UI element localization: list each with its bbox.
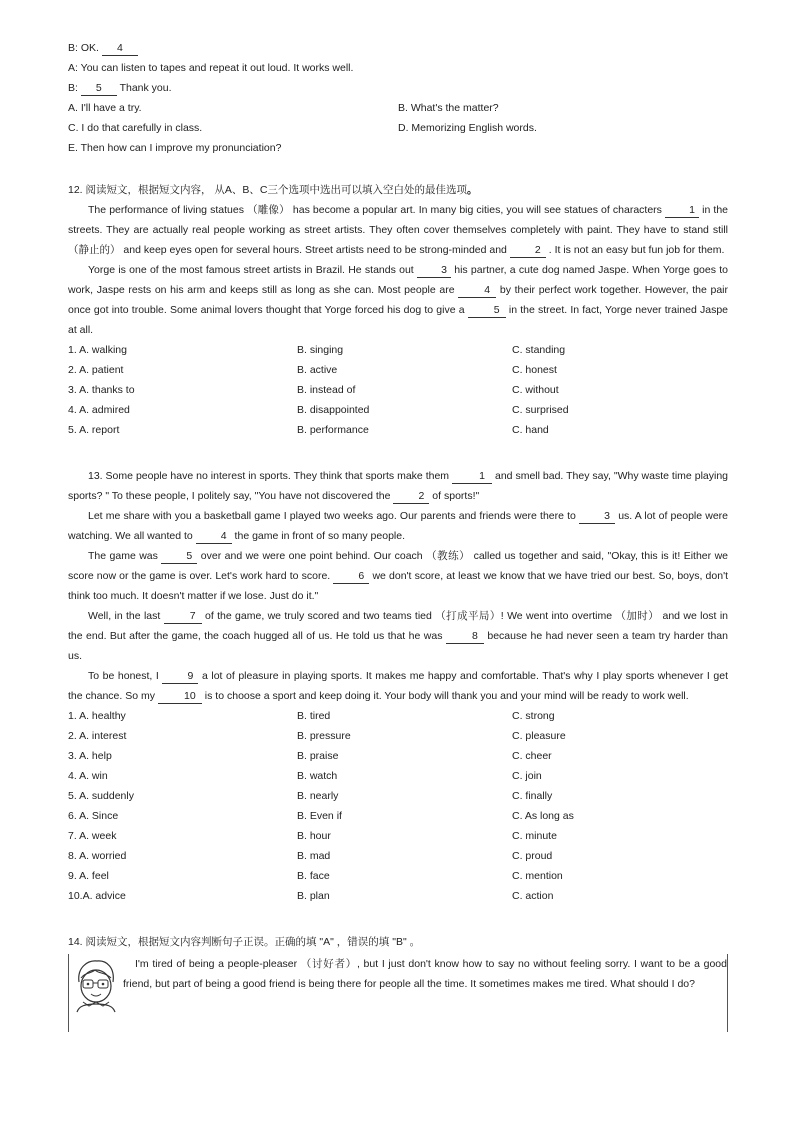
q13-choice-3c[interactable]: C. cheer	[512, 750, 552, 762]
dialog-line-b1: B: OK. 4	[68, 38, 728, 58]
q13-paragraph-3: The game was 5 over and we were one point behind. Our coach （教练） called us together and said, "Okay, this is it! Either we score now or the game is over. Let's work hard to score. 6 we don't score, at least we know that we have tried our best. So, boys, don't think too much. It doesn't matter if we lose. Just do it."	[68, 550, 728, 602]
q13-choice-5b[interactable]: B. nearly	[297, 790, 339, 802]
q13-choice-1a[interactable]: 1. A. healthy	[68, 710, 126, 722]
q13-blank-10[interactable]: 10	[158, 689, 202, 704]
blank-5[interactable]: 5	[81, 81, 117, 96]
q13-choice-10b[interactable]: B. plan	[297, 890, 330, 902]
cartoon-face-icon	[71, 956, 119, 1014]
q12-choice-5c[interactable]: C. hand	[512, 424, 549, 436]
q13-blank-7[interactable]: 7	[164, 609, 202, 624]
q13-choice-7a[interactable]: 7. A. week	[68, 830, 117, 842]
q13-choice-10a[interactable]: 10.A. advice	[68, 890, 126, 902]
q12-choice-2a[interactable]: 2. A. patient	[68, 364, 124, 376]
q13-choice-3a[interactable]: 3. A. help	[68, 750, 112, 762]
q13-choice-6b[interactable]: B. Even if	[297, 810, 342, 822]
q13-choice-4c[interactable]: C. join	[512, 770, 542, 782]
q12-choice-3c[interactable]: C. without	[512, 384, 559, 396]
q13-choices	[68, 706, 728, 906]
q13-blank-3[interactable]: 3	[579, 509, 615, 524]
q13-paragraph-2: Let me share with you a basketball game I played two weeks ago. Our parents and friends were there to 3 us. A lot of people were watching. We all wanted to 4 the game in front of so many people.	[68, 510, 728, 542]
q12-choice-1a[interactable]: 1. A. walking	[68, 344, 127, 356]
q13-blank-9[interactable]: 9	[162, 669, 198, 684]
q13-blank-6[interactable]: 6	[333, 569, 369, 584]
option-a[interactable]: A. I'll have a try.	[68, 102, 142, 114]
q12-blank-4[interactable]: 4	[458, 283, 496, 298]
q12-blank-2[interactable]: 2	[510, 243, 546, 258]
q13-choice-1b[interactable]: B. tired	[297, 710, 331, 722]
option-e[interactable]: E. Then how can I improve my pronunciation?	[68, 142, 282, 154]
worksheet-page	[68, 38, 728, 1032]
q12-paragraph-1: The performance of living statues （雕像） has become a popular art. In many big cities, you will see statues of characters 1 in the streets. They are actually real people working as street artists. They often cover themselves completely with paint. They have to stand still （静止的） and keep eyes open for several hours. Street artists need to be strong-minded and 2 . It is not an easy but fun job for them.	[68, 204, 728, 256]
q13-paragraph-4: Well, in the last 7 of the game, we truly scored and two teams tied （打成平局）! We went into overtime （加时） and we lost in the end. But after the game, the coach hugged all of us. He told us that he was 8 because he had never seen a team try harder than us.	[68, 610, 728, 662]
q12-choices	[68, 340, 728, 440]
q12-choice-4b[interactable]: B. disappointed	[297, 404, 370, 416]
q12-choice-2c[interactable]: C. honest	[512, 364, 557, 376]
dialog-options	[68, 98, 728, 158]
q13-choice-9c[interactable]: C. mention	[512, 870, 563, 882]
q12-choice-1c[interactable]: C. standing	[512, 344, 566, 356]
q13-choice-4a[interactable]: 4. A. win	[68, 770, 108, 782]
q12-choice-3a[interactable]: 3. A. thanks to	[68, 384, 135, 396]
option-d[interactable]: D. Memorizing English words.	[398, 122, 537, 134]
q12-choice-5a[interactable]: 5. A. report	[68, 424, 120, 436]
q13-blank-2[interactable]: 2	[393, 489, 429, 504]
q12-choice-5b[interactable]: B. performance	[297, 424, 369, 436]
q13-choice-7c[interactable]: C. minute	[512, 830, 557, 842]
q13-choice-2a[interactable]: 2. A. interest	[68, 730, 127, 742]
q13-choice-9a[interactable]: 9. A. feel	[68, 870, 109, 882]
option-b[interactable]: B. What's the matter?	[398, 102, 499, 114]
q13-blank-1[interactable]: 1	[452, 469, 492, 484]
q13-choice-2c[interactable]: C. pleasure	[512, 730, 566, 742]
q13-choice-6a[interactable]: 6. A. Since	[68, 810, 119, 822]
q12-choice-1b[interactable]: B. singing	[297, 344, 344, 356]
q14-heading: 14. 阅读短文，根据短文内容判断句子正误。正确的填 "A" ，错误的填 "B" 。	[68, 936, 421, 948]
q13-choice-3b[interactable]: B. praise	[297, 750, 339, 762]
q13-choice-5c[interactable]: C. finally	[512, 790, 553, 802]
option-c[interactable]: C. I do that carefully in class.	[68, 122, 203, 134]
q13-blank-8[interactable]: 8	[446, 629, 484, 644]
q13-blank-5[interactable]: 5	[161, 549, 197, 564]
q13-choice-8a[interactable]: 8. A. worried	[68, 850, 127, 862]
q13-choice-8b[interactable]: B. mad	[297, 850, 331, 862]
q13-choice-9b[interactable]: B. face	[297, 870, 330, 882]
q12-choice-4c[interactable]: C. surprised	[512, 404, 569, 416]
q12-choice-4a[interactable]: 4. A. admired	[68, 404, 130, 416]
q13-choice-10c[interactable]: C. action	[512, 890, 554, 902]
q12-paragraph-2: Yorge is one of the most famous street artists in Brazil. He stands out 3 his partner, a cute dog named Jaspe. When Yorge goes to work, Jaspe rests on his arm and keeps still as long as she can. Most people are 4 by their perfect work together. However, the pair once got into trouble. Some animal lovers thought that Yorge forced his dog to give a 5 in the street. In fact, Yorge never trained Jaspe at all.	[68, 264, 728, 336]
q13-choice-8c[interactable]: C. proud	[512, 850, 553, 862]
q13-blank-4[interactable]: 4	[196, 529, 232, 544]
q14-letter-box	[68, 954, 728, 1032]
q13-choice-5a[interactable]: 5. A. suddenly	[68, 790, 134, 802]
q14-letter-text: I'm tired of being a people-pleaser （讨好者）, but I just don't know how to say no without feeling sorry. I want to be a good friend, but part of being a good friend is being there for people all the time. It sometimes makes me tired. What should I do?	[123, 958, 727, 990]
q13-choice-4b[interactable]: B. watch	[297, 770, 338, 782]
q12-choice-2b[interactable]: B. active	[297, 364, 338, 376]
q13-choice-7b[interactable]: B. hour	[297, 830, 331, 842]
q13-paragraph-1: 13. Some people have no interest in sports. They think that sports make them 1 and smell bad. They say, "Why waste time playing sports? " To these people, I politely say, "You have not discovered the 2 of sports!"	[68, 470, 729, 502]
q12-blank-1[interactable]: 1	[665, 203, 699, 218]
q12-blank-5[interactable]: 5	[468, 303, 506, 318]
q12-choice-3b[interactable]: B. instead of	[297, 384, 356, 396]
q13-choice-2b[interactable]: B. pressure	[297, 730, 351, 742]
q13-choice-6c[interactable]: C. As long as	[512, 810, 574, 822]
q13-choice-1c[interactable]: C. strong	[512, 710, 555, 722]
q12-heading: 12. 阅读短文，根据短文内容， 从A、B、C三个选项中选出可以填入空白处的最佳选项。	[68, 184, 478, 196]
q13-paragraph-5: To be honest, I 9 a lot of pleasure in playing sports. It makes me happy and comfortable. That's why I play sports whenever I get the chance. So my 10 is to choose a sport and keep doing it. Your body will thank you and your mind will be ready to work well.	[68, 670, 728, 702]
dialog-line-b2: B: 5 Thank you.	[68, 82, 172, 94]
dialog-line-a: A: You can listen to tapes and repeat it out loud. It works well.	[68, 62, 354, 74]
blank-4[interactable]: 4	[102, 41, 138, 56]
q12-blank-3[interactable]: 3	[417, 263, 451, 278]
